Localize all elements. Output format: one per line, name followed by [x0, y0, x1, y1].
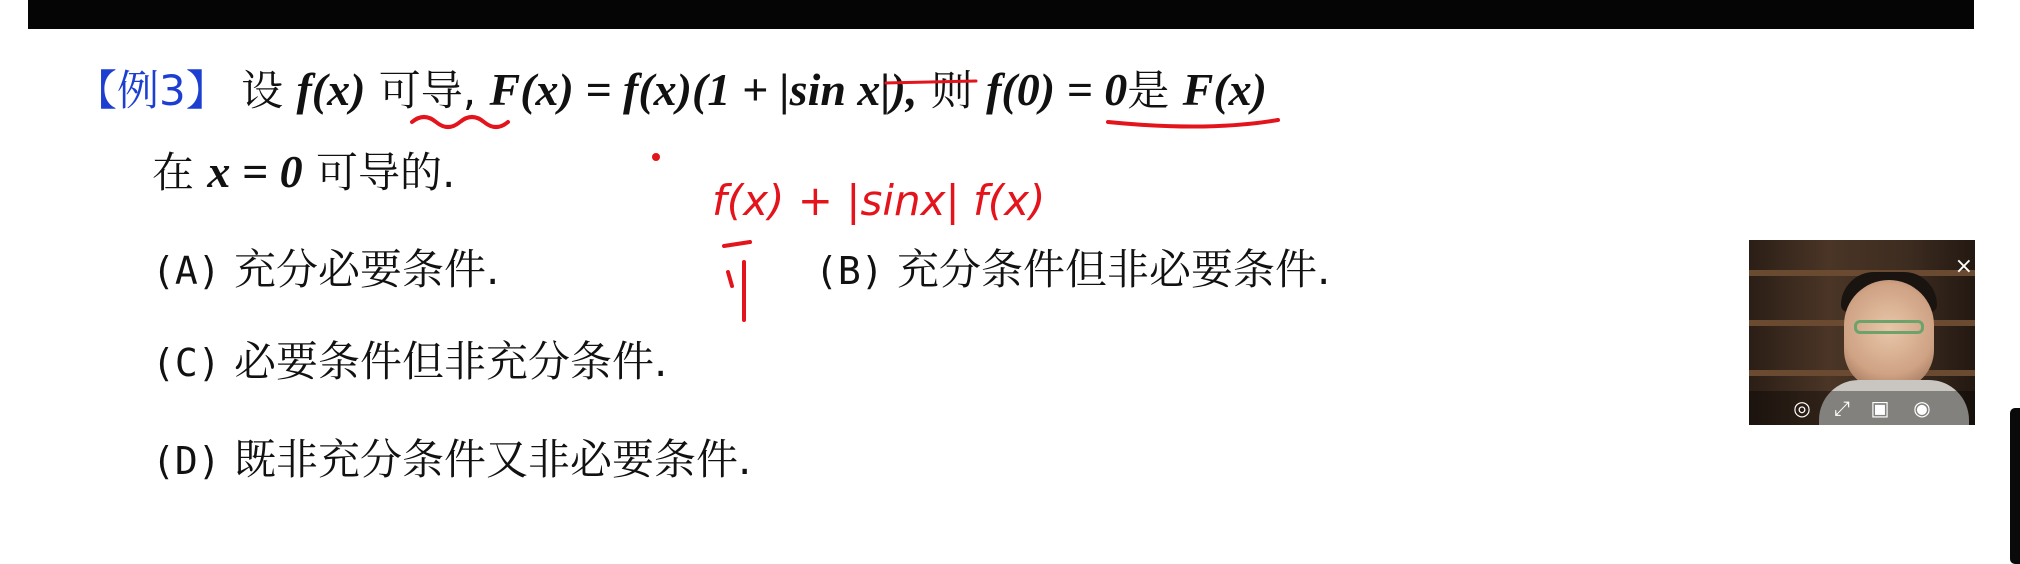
- intro-text: 设: [241, 66, 284, 115]
- person-icon[interactable]: ▣: [1870, 396, 1890, 420]
- example-label: 【例3】: [75, 66, 228, 115]
- differentiable-text: 可导,: [378, 66, 477, 115]
- option-letter: (D): [152, 439, 221, 483]
- webcam-toolbar: [1749, 391, 1975, 425]
- option-letter: (C): [152, 341, 221, 385]
- option-text: 充分必要条件.: [234, 245, 500, 294]
- check-stroke: [724, 242, 750, 320]
- differentiable-tail: 可导的.: [315, 148, 456, 197]
- option-letter: (B): [815, 249, 884, 293]
- handwritten-expression: f(x) + |sinx| f(x): [712, 176, 1046, 225]
- x-equals-zero: x = 0: [207, 146, 303, 197]
- f0-condition: f(0) = 0: [986, 64, 1128, 115]
- at-text: 在: [152, 148, 195, 197]
- expand-icon[interactable]: ⤢: [1834, 396, 1850, 420]
- option-letter: (A): [152, 249, 221, 293]
- presenter-glasses: [1854, 320, 1924, 334]
- check-stroke-2: [728, 272, 732, 286]
- close-icon[interactable]: ×: [1954, 254, 1973, 279]
- fx-expression: f(x): [296, 64, 366, 115]
- scrollbar-thumb[interactable]: [2010, 408, 2020, 564]
- is-text: 是: [1127, 66, 1170, 115]
- webcam-overlay[interactable]: [1749, 240, 1975, 425]
- Fx-expression-2: F(x): [1182, 64, 1267, 115]
- option-text: 必要条件但非充分条件.: [234, 337, 668, 386]
- camera-icon[interactable]: ◎: [1793, 396, 1811, 420]
- condition-underline: [1108, 120, 1278, 127]
- record-icon[interactable]: ◉: [1913, 396, 1931, 420]
- wavy-underline: [412, 117, 508, 127]
- option-text: 既非充分条件又非必要条件.: [234, 435, 752, 484]
- Fx-definition: F(x) = f(x)(1 + |sin x|),: [489, 64, 918, 115]
- ink-dot: [654, 155, 658, 159]
- option-text: 充分条件但非必要条件.: [897, 245, 1331, 294]
- then-text: 则: [930, 66, 973, 115]
- presenter-face: [1844, 280, 1934, 390]
- sin-overline: [886, 81, 976, 83]
